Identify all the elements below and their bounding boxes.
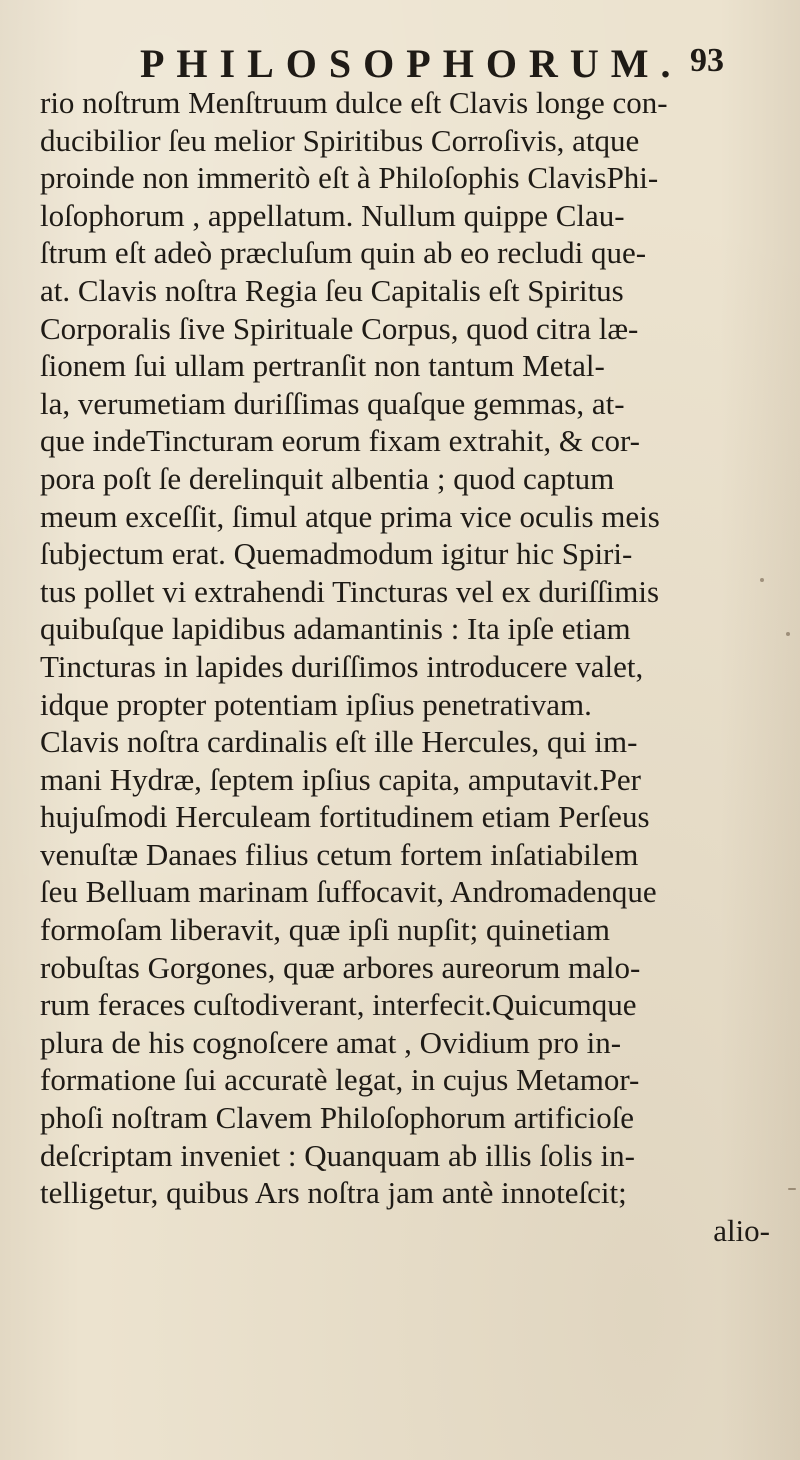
text-line: ſeu Belluam marinam ſuffocavit, Andromadenque xyxy=(40,874,657,910)
text-line: ſubjectum erat. Quemadmodum igitur hic Spiri- xyxy=(40,536,633,572)
text-line: ſionem ſui ullam pertranſit non tantum Metal- xyxy=(40,348,605,384)
text-line: telligetur, quibus Ars noſtra jam antè innoteſcit; xyxy=(40,1175,627,1211)
text-line: Clavis noſtra cardinalis eſt ille Hercules, qui im- xyxy=(40,724,638,760)
text-line: plura de his cognoſcere amat , Ovidium pro in- xyxy=(40,1024,622,1060)
text-line: hujuſmodi Herculeam fortitudinem etiam Perſeus xyxy=(40,799,650,835)
text-line: meum exceſſit, ſimul atque prima vice oculis meis xyxy=(40,498,660,534)
running-title: PHILOSOPHORUM. xyxy=(140,41,683,86)
text-line: phoſi noſtram Clavem Philoſophorum artificioſe xyxy=(40,1100,635,1136)
text-line: ſtrum eſt adeò præcluſum quin ab eo recludi que- xyxy=(40,235,647,271)
text-line: Tincturas in lapides duriſſimos introducere valet, xyxy=(40,648,644,684)
text-line: idque propter potentiam ipſius penetrativam. xyxy=(40,686,592,722)
edge-mark xyxy=(786,632,790,636)
text-line: mani Hydræ, ſeptem ipſius capita, amputavit.Per xyxy=(40,761,641,797)
text-line: quibuſque lapidibus adamantinis : Ita ipſe etiam xyxy=(40,611,631,647)
page-body-text xyxy=(40,84,780,1444)
text-line: robuſtas Gorgones, quæ arbores aureorum malo- xyxy=(40,949,641,985)
text-line: ducibilior ſeu melior Spiritibus Corroſivis, atque xyxy=(40,122,640,158)
catchword: alio- xyxy=(713,1212,770,1248)
text-line: Corporalis ſive Spirituale Corpus, quod citra læ- xyxy=(40,310,639,346)
edge-mark xyxy=(788,1188,796,1190)
edge-mark xyxy=(760,578,764,582)
text-line: at. Clavis noſtra Regia ſeu Capitalis eſt Spiritus xyxy=(40,272,624,308)
page-number: 93 xyxy=(690,42,724,79)
text-line: tus pollet vi extrahendi Tincturas vel ex duriſſimis xyxy=(40,573,660,609)
text-line: que indeTincturam eorum fixam extrahit, & cor- xyxy=(40,423,640,459)
text-line: venuſtæ Danaes filius cetum fortem inſatiabilem xyxy=(40,836,639,872)
text-line: proinde non immeritò eſt à Philoſophis ClavisPhi- xyxy=(40,160,659,196)
text-line: la, verumetiam duriſſimas quaſque gemmas, at- xyxy=(40,385,625,421)
text-line: loſophorum , appellatum. Nullum quippe Clau- xyxy=(40,197,625,233)
text-line: pora poſt ſe derelinquit albentia ; quod captum xyxy=(40,460,615,496)
text-line: rio noſtrum Menſtruum dulce eſt Clavis longe con- xyxy=(40,85,668,120)
text-line: formatione ſui accuratè legat, in cujus Metamor- xyxy=(40,1062,640,1098)
text-line: rum feraces cuſtodiverant, interfecit.Quicumque xyxy=(40,987,637,1023)
text-line: formoſam liberavit, quæ ipſi nupſit; quinetiam xyxy=(40,912,610,948)
text-line: deſcriptam inveniet : Quanquam ab illis ſolis in- xyxy=(40,1137,635,1173)
